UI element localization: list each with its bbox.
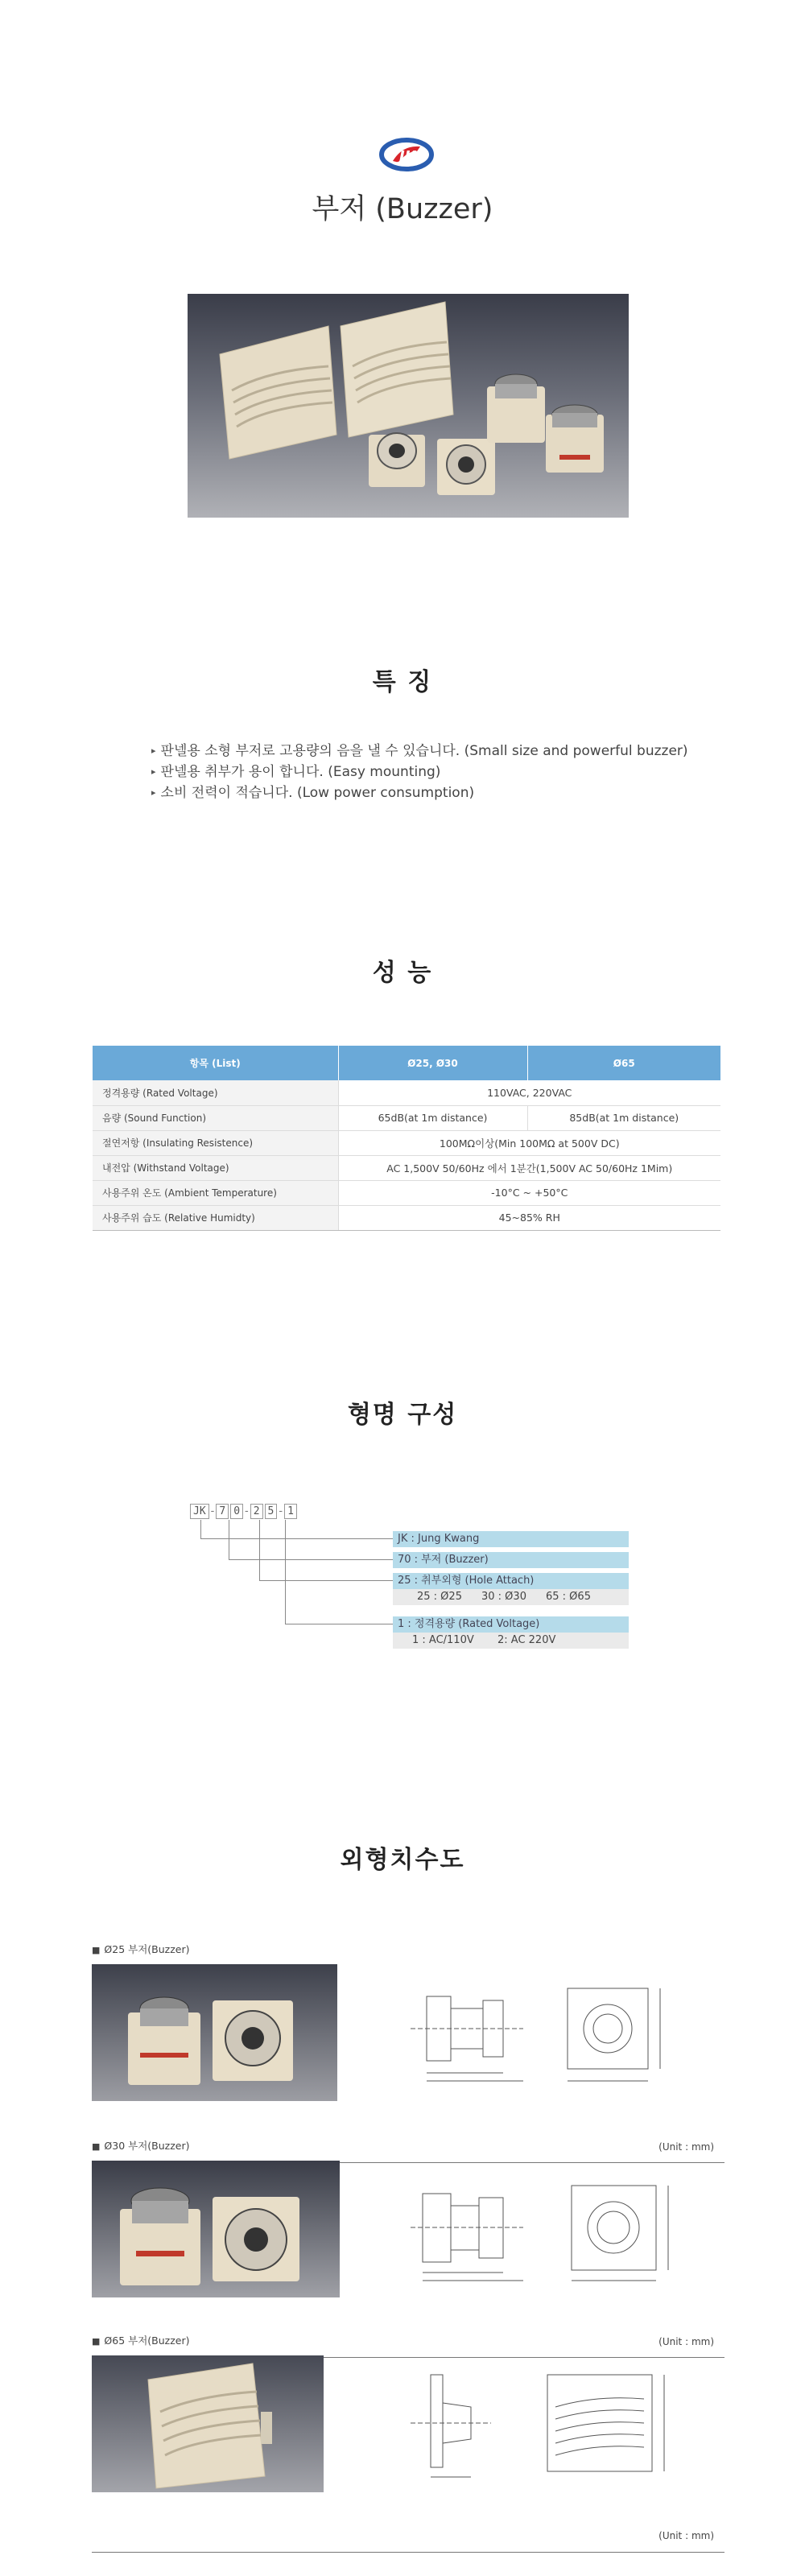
model-code: JK - 7 0 - 2 5 - 1 [190, 1504, 299, 1519]
table-cell: -10°C ~ +50°C [338, 1180, 720, 1205]
buzzer-30-photo [92, 2161, 340, 2297]
code-box: 1 [284, 1504, 297, 1519]
model-line-voltage: 1 : 정격용량 (Rated Voltage) [393, 1616, 629, 1633]
buzzer-25-drawing [394, 1972, 684, 2093]
buzzer-65-drawing [394, 2363, 684, 2483]
hole-option: 65 : Ø65 [546, 1591, 591, 1603]
model-title: 형명 구성 [347, 1401, 458, 1429]
table-cell: 정격용량 (Rated Voltage) [93, 1080, 338, 1105]
divider [92, 2552, 724, 2553]
table-row [93, 1130, 720, 1155]
buzzer-65-photo [92, 2355, 324, 2492]
dim-label: ■ Ø65 부저(Buzzer) [92, 2333, 189, 2347]
small-buzzer-1 [369, 433, 425, 487]
model-line-type: 70 : 부저 (Buzzer) [393, 1552, 629, 1568]
table-row [93, 1205, 720, 1230]
unit-label: (Unit : mm) [658, 2336, 714, 2347]
panel-buzzer-right [341, 302, 453, 437]
table-cell: AC 1,500V 50/60Hz 에서 1분간(1,500V AC 50/60Hz 1Mim) [338, 1155, 720, 1180]
voltage-option: 2: AC 220V [497, 1634, 556, 1646]
table-header-row [93, 1046, 720, 1080]
table-row [93, 1180, 720, 1205]
list-item: ▸ 판넬용 취부가 용이 합니다. (Easy mounting) [151, 762, 715, 782]
small-buzzer-3 [487, 374, 545, 443]
performance-table [93, 1046, 720, 1231]
connector-line [285, 1520, 393, 1624]
hole-option: 25 : Ø25 [417, 1591, 462, 1603]
table-row [93, 1080, 720, 1105]
features-title: 특 징 [372, 668, 433, 696]
panel-buzzer-left [220, 326, 336, 459]
performance-title: 성 능 [372, 959, 433, 987]
small-buzzer-4 [546, 405, 604, 473]
table-cell: 내전압 (Withstand Voltage) [93, 1155, 338, 1180]
model-line-hole: 25 : 취부외형 (Hole Attach) [393, 1573, 629, 1589]
code-box: JK [190, 1504, 209, 1519]
dim-label: ■ Ø25 부저(Buzzer) [92, 1942, 189, 1956]
buzzer-30-drawing [394, 2169, 684, 2290]
dim-label: ■ Ø30 부저(Buzzer) [92, 2138, 189, 2153]
page-title: 부저 (Buzzer) [312, 193, 493, 225]
hole-options [393, 1589, 629, 1605]
table-cell: 음량 (Sound Function) [93, 1105, 338, 1130]
code-box: 5 [265, 1504, 278, 1519]
code-box: 2 [250, 1504, 263, 1519]
code-box: 7 [216, 1504, 229, 1519]
features-list [151, 741, 715, 803]
svg-text:JK: JK [399, 148, 416, 165]
model-diagram [190, 1504, 629, 1665]
jk-logo [378, 137, 435, 172]
voltage-options [393, 1633, 629, 1649]
small-buzzer-2 [437, 439, 495, 495]
model-line-jk: JK : Jung Kwang [393, 1531, 629, 1547]
table-cell: 사용주위 습도 (Relative Humidty) [93, 1205, 338, 1230]
table-cell: 100MΩ이상(Min 100MΩ at 500V DC) [338, 1130, 720, 1155]
table-header: 항목 (List) [93, 1046, 338, 1080]
voltage-option: 1 : AC/110V [412, 1634, 474, 1646]
table-cell: 110VAC, 220VAC [338, 1080, 720, 1105]
table-header: Ø25, Ø30 [338, 1046, 527, 1080]
code-box: 0 [230, 1504, 243, 1519]
unit-label: (Unit : mm) [658, 2530, 714, 2541]
table-cell: 85dB(at 1m distance) [527, 1105, 720, 1130]
product-photo [188, 294, 629, 518]
buzzer-25-photo [92, 1964, 337, 2101]
table-cell: 사용주위 온도 (Ambient Temperature) [93, 1180, 338, 1205]
hole-option: 30 : Ø30 [481, 1591, 526, 1603]
table-cell: 절연저항 (Insulating Resistence) [93, 1130, 338, 1155]
table-cell: 45~85% RH [338, 1205, 720, 1230]
list-item: ▸ 소비 전력이 적습니다. (Low power consumption) [151, 782, 715, 803]
table-row [93, 1105, 720, 1130]
table-header: Ø65 [527, 1046, 720, 1080]
table-cell: 65dB(at 1m distance) [338, 1105, 527, 1130]
table-row [93, 1155, 720, 1180]
dimensions-title: 외형치수도 [340, 1846, 465, 1874]
unit-label: (Unit : mm) [658, 2141, 714, 2153]
list-item: ▸ 판넬용 소형 부저로 고용량의 음을 낼 수 있습니다. (Small size and powerful buzzer) [151, 741, 715, 762]
